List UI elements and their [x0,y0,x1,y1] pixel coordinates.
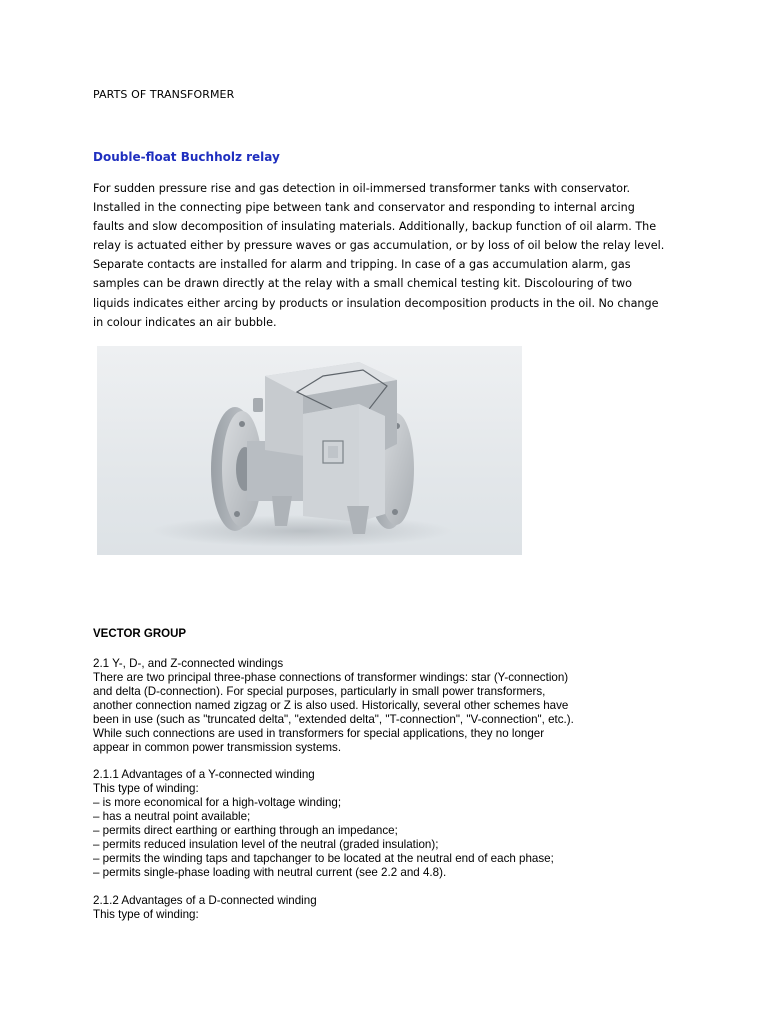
paragraph-line: faults and slow decomposition of insulating materials. Additionally, backup function of oil alarm. The [93,220,657,234]
list-item: – permits reduced insulation level of the neutral (graded insulation); [93,838,439,851]
subsection-title: 2.1 Y-, D-, and Z-connected windings [93,657,284,670]
intro-line: This type of winding: [93,908,199,921]
paragraph-line: relay is actuated either by pressure waves or gas accumulation, or by loss of oil below the relay level. [93,239,665,253]
list-item: – has a neutral point available; [93,810,251,823]
buchholz-paragraph [93,179,683,332]
section-2-1-1 [93,768,653,880]
paragraph-line: Separate contacts are installed for alarm and tripping. In case of a gas accumulation alarm, gas [93,258,631,272]
paragraph-line: Installed in the connecting pipe between tank and conservator and responding to internal arcing [93,201,635,215]
document-title: PARTS OF TRANSFORMER [93,88,235,101]
vector-group-heading: VECTOR GROUP [93,628,187,640]
list-item: – permits direct earthing or earthing through an impedance; [93,824,398,837]
text-line: another connection named zigzag or Z is also used. Historically, several other schemes have [93,699,569,712]
text-line: While such connections are used in transformers for special applications, they no longer [93,727,545,740]
section-2-1 [93,657,653,755]
subsection-title: 2.1.2 Advantages of a D-connected winding [93,894,317,907]
text-line: There are two principal three-phase connections of transformer windings: star (Y-connection) [93,671,569,684]
section-2-1-2 [93,894,653,922]
list-item: – is more economical for a high-voltage winding; [93,796,342,809]
paragraph-line: samples can be drawn directly at the relay with a small chemical testing kit. Discolouring of two [93,277,633,291]
section-heading-buchholz: Double-float Buchholz relay [93,150,280,164]
paragraph-line: in colour indicates an air bubble. [93,315,277,329]
text-line: and delta (D-connection). For special purposes, particularly in small power transformers, [93,685,546,698]
text-line: appear in common power transmission systems. [93,741,342,754]
text-line: been in use (such as "truncated delta", "extended delta", "T-connection", "V-connection", etc.). [93,713,574,726]
paragraph-line: For sudden pressure rise and gas detection in oil-immersed transformer tanks with conservator. [93,182,631,195]
buchholz-relay-photo [97,346,522,555]
subsection-title: 2.1.1 Advantages of a Y-connected winding [93,768,315,781]
paragraph-line: liquids indicates either arcing by products or insulation decomposition products in the oil. No change [93,296,659,310]
list-item: – permits the winding taps and tapchanger to be located at the neutral end of each phase; [93,852,554,865]
intro-line: This type of winding: [93,782,199,795]
list-item: – permits single-phase loading with neutral current (see 2.2 and 4.8). [93,866,447,879]
